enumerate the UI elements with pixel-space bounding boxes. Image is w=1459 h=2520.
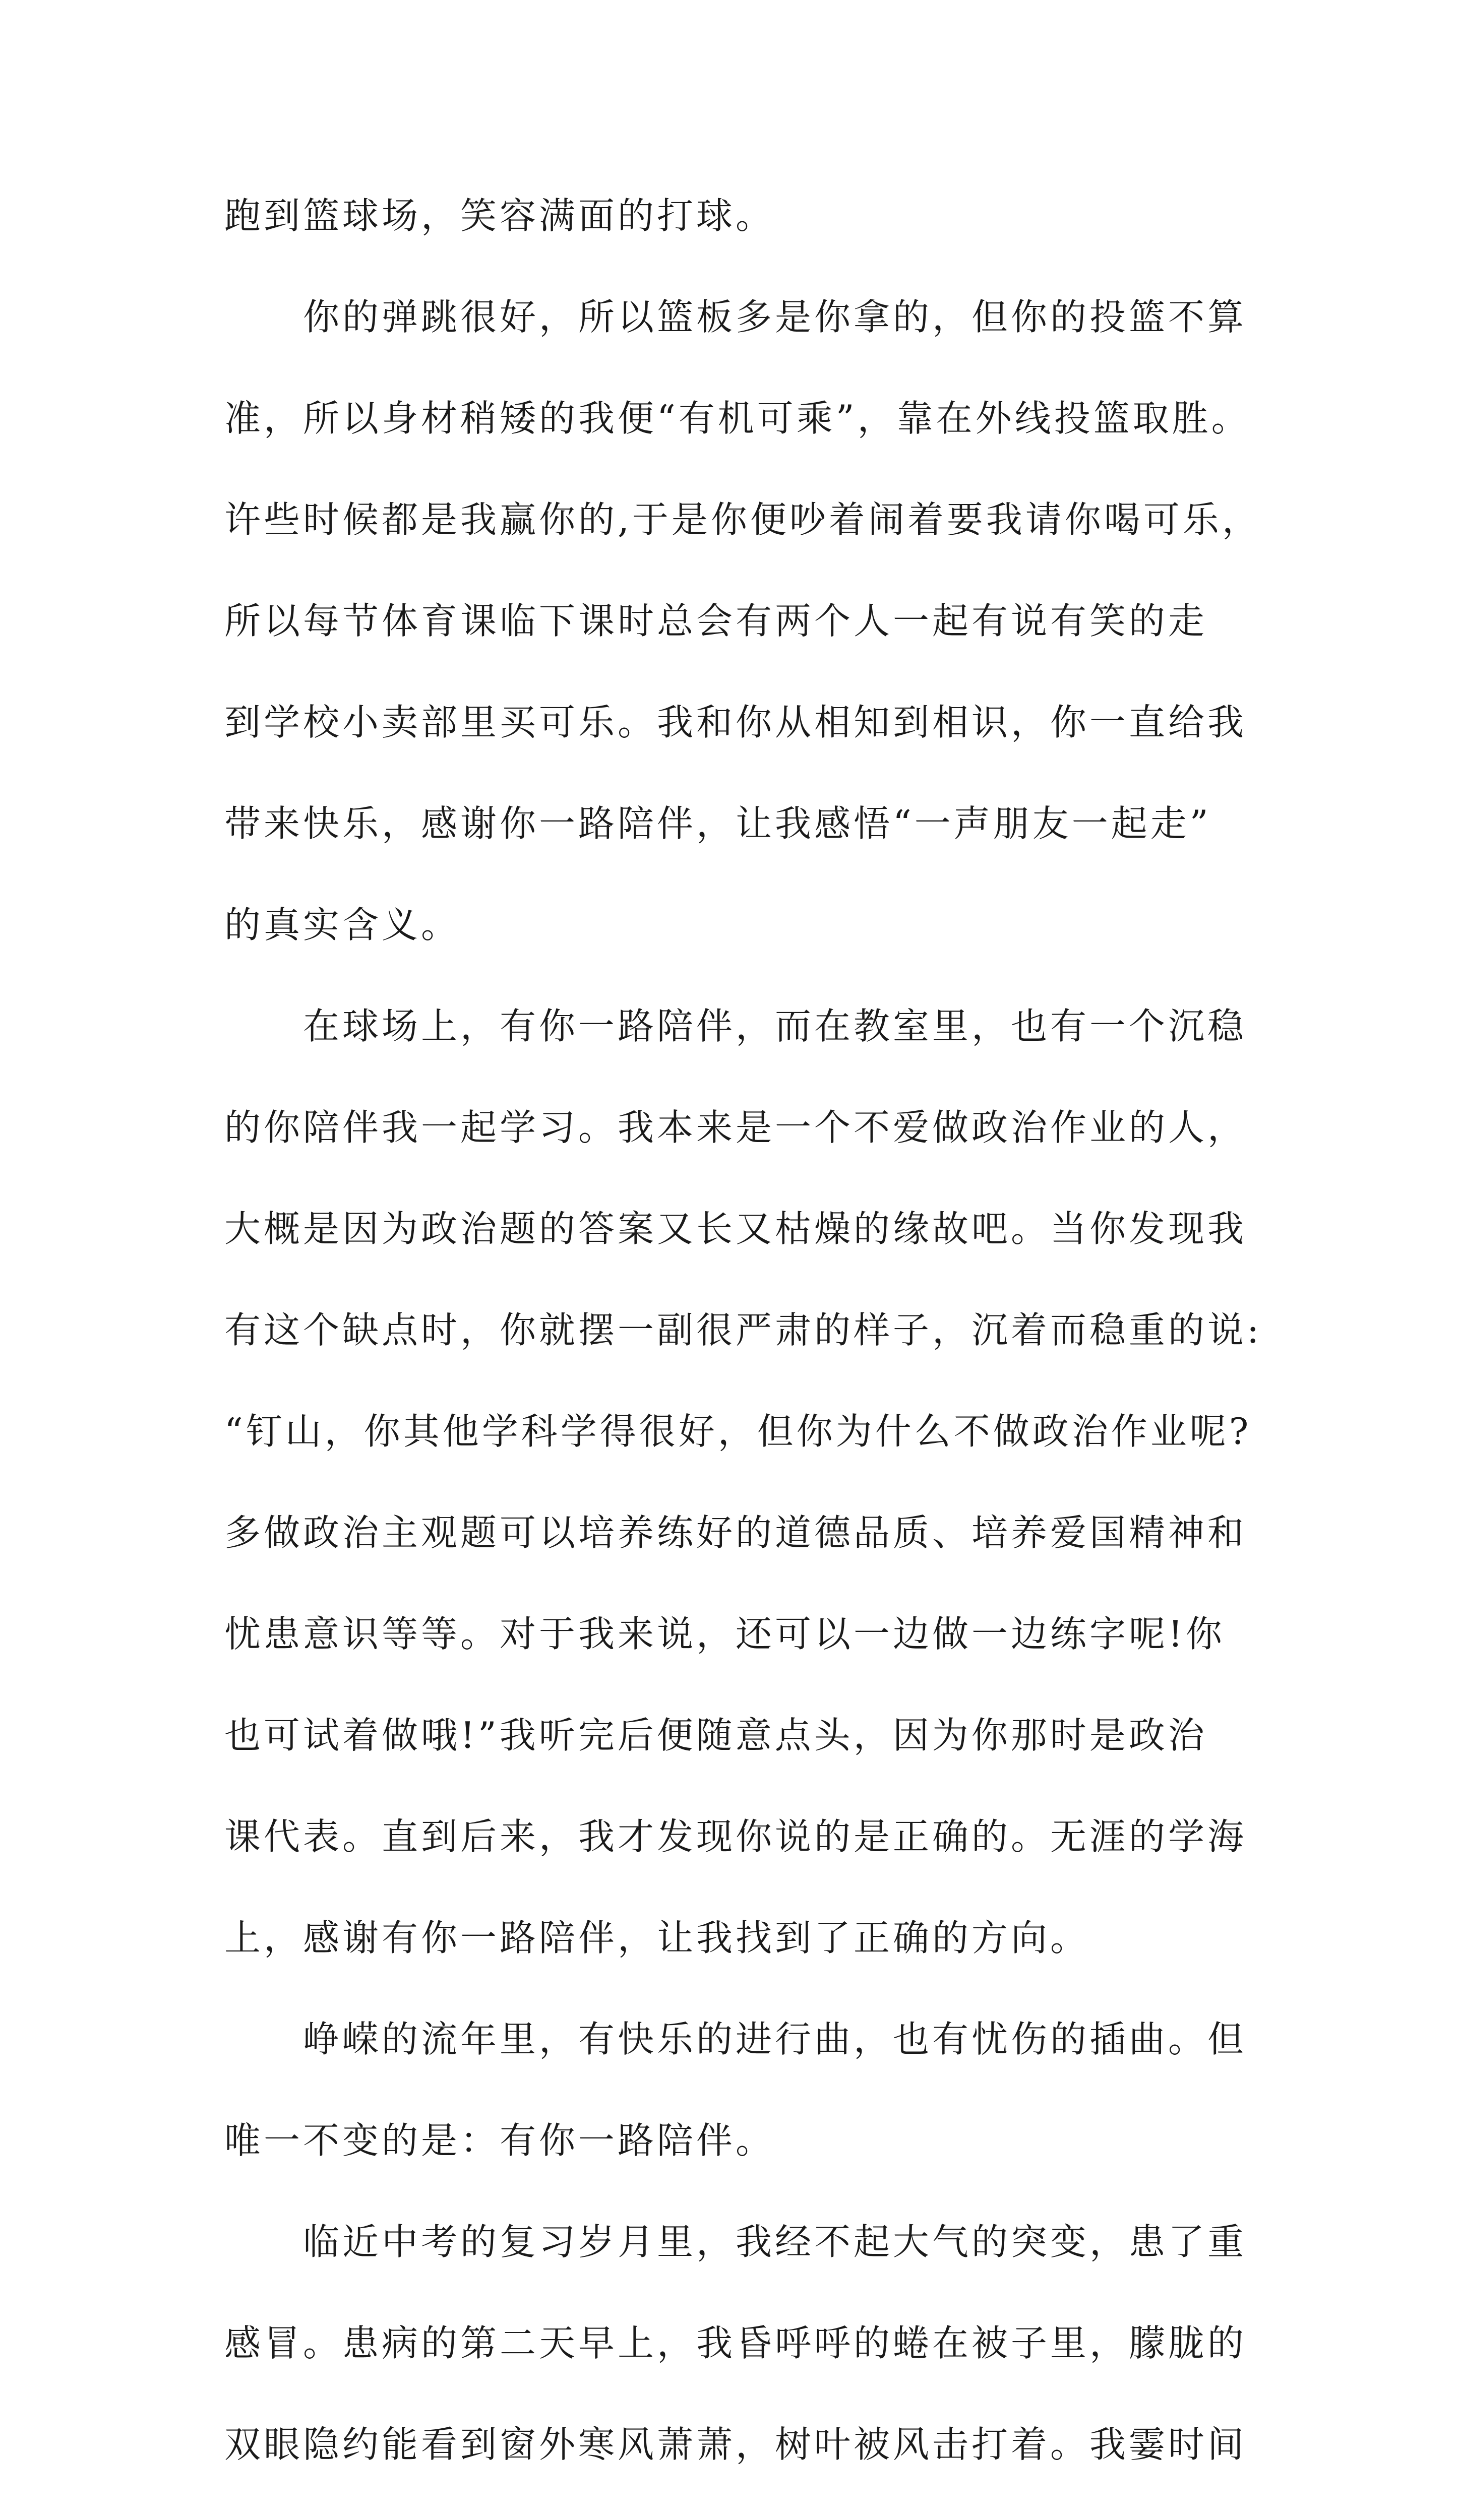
text-line: 有这个缺点时，你就摆一副很严肃的样子，沉着而稳重的说: (224, 1309, 1262, 1351)
text-line: 大概是因为政治题的答案又长又枯燥的缘故吧。当你发现我 (224, 1208, 1247, 1250)
text-line: 忧患意识等等。对于我来说，还可以一边做一边练字呢!你 (224, 1613, 1225, 1655)
text-line: 临近中考的复习岁月里，我经不起大气的突变，患了重 (303, 2221, 1247, 2263)
text-line: “钉山，你其他学科学得很好，但你为什么不做政治作业呢? (224, 1410, 1252, 1453)
text-line: 峥嵘的流年里，有快乐的进行曲，也有忧伤的插曲。但 (303, 2018, 1247, 2060)
text-line: 带来快乐，感谢你一路陪伴，让我感悟“一声朋友一起走” (224, 802, 1211, 845)
text-line: 多做政治主观题可以培养练好的道德品质、培养爱国精神和 (224, 1511, 1247, 1554)
text-line: 也可试着做哦!”我听完后便随意点头，因为你那时是政治 (224, 1714, 1207, 1756)
text-line: 在球场上，有你一路陪伴，而在教室里，也有一个沉稳 (303, 1005, 1247, 1047)
text-line (224, 2495, 1243, 2520)
text-line: 唯一不变的是：有你一路陪伴。 (224, 2119, 775, 2162)
text-line: 你的弹跳很好，所以篮板多是你拿的，但你的投篮不算 (303, 296, 1247, 338)
text-line: 双眼隐约能看到窗外寒风萧萧，树叶被风击打着。我霎时间 (224, 2423, 1247, 2466)
text-line: 准，所以身材稍矮的我便“有机可乘”，靠在外线投篮取胜。 (224, 397, 1251, 439)
text-line: 感冒。患病的第二天早上，我昏呼呼的蜷在被子里，朦胧的 (224, 2322, 1247, 2364)
text-line: 到学校小卖部里买可乐。我和你从相知到相识，你一直给我 (224, 701, 1247, 743)
text-line: 上，感谢有你一路陪伴，让我找到了正确的方向。 (224, 1917, 1090, 1959)
text-line: 课代表。直到后来，我才发现你说的是正确的。无涯的学海 (224, 1815, 1247, 1858)
text-line: 跑到篮球场，笑容满面的打球。 (224, 195, 775, 237)
body-text (224, 165, 1262, 2520)
text-line: 所以每节体育课临下课时总会有两个人一起有说有笑的走 (224, 600, 1208, 642)
text-line: 许些时候都是我赢你的,于是你便吵着闹着要我请你喝可乐， (224, 498, 1261, 541)
text-line: 的你陪伴我一起学习。我本来是一个不爱做政治作业的人， (224, 1106, 1247, 1149)
text-line: 的真实含义。 (224, 904, 461, 946)
